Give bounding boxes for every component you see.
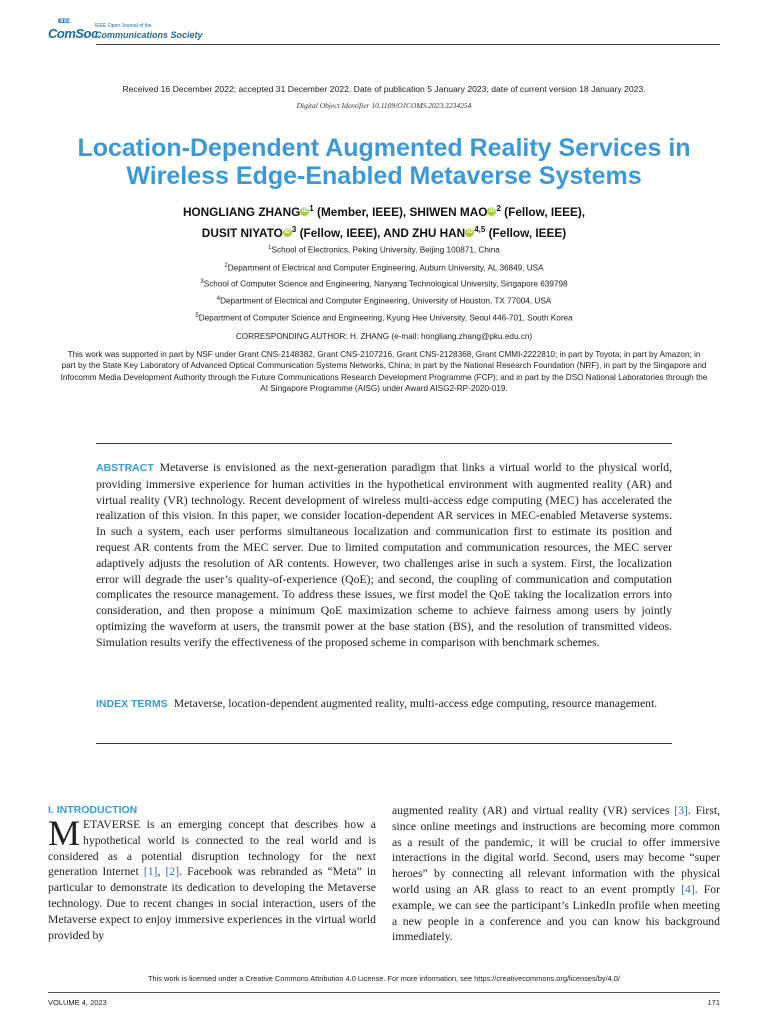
header-rule [96,44,720,45]
affiliation-text: School of Electronics, Peking University, Beijing 100871, China [271,245,500,255]
affiliation-5 [0,313,768,323]
section-heading: I. INTRODUCTION [48,804,138,816]
index-terms-label: INDEX TERMS [96,698,168,710]
journal-title-line1: IEEE Open Journal of the [95,23,152,29]
corresponding-author: CORRESPONDING AUTHOR: H. ZHANG (e-mail: hongliang.zhang@pku.edu.cn) [235,332,533,341]
abstract-bottom-rule [96,743,672,744]
author-name: ZHU HAN [412,225,466,240]
intro-text: ETAVERSE is an emerging concept that describes how a hypothetical world is connected to the real world and is considered as a potential disruption technology for the next generation Internet [48,818,376,879]
drop-cap: M [48,813,81,853]
abstract-label: ABSTRACT [96,462,154,474]
title-line-2: Wireless Edge-Enabled Metaverse Systems [126,162,642,190]
affiliation-number: 4 [216,296,221,302]
author-affil-sup: 4,5 [474,224,486,234]
author-line-1 [0,200,768,221]
abstract-text: Metaverse is envisioned as the next-generation paradigm that links a virtual world to the physical world, providing immersive experience for human activities in the hypothetical environment with augmented reality (AR) and virtual reality (VR) technology. Recent development of wireless multi-access edge computing (MEC) has accelerated the realization of this vision. In this paper, we consider location-dependent AR services in MEC-enabled Metaverse systems. In such a system, each user performs simultaneous localization and communication first to estimate its position and request AR contents from the MEC server. Due to limited computation and communication resources, the MEC server adaptively adjusts the resolution of AR contents. However, two challenges arise in such a system. First, the localization error will degrade the user’s quality-of-experience (QoE); and second, the coupling of communication and computation complicates the resource management. To address these issues, we first model the QoE taking the localization errors into consideration, and then propose a minimum QoE maximization scheme to achieve fairness among users by jointly optimizing the waveform at users, the transmit power at the base station (BS), and the resolution of transmitted videos. Simulation results verify the effectiveness of the proposed scheme in comparison with benchmark schemes. [96,461,672,649]
journal-title-line2: Communications Society [95,30,203,40]
affiliation-number: 2 [224,263,228,269]
author-name: DUSIT NIYATO [201,225,283,240]
affiliation-number: 3 [200,279,204,285]
affiliation-4 [0,296,768,306]
footer-rule [48,992,720,993]
received-dates: Received 16 December 2022; accepted 31 December 2022. Date of publication 5 January 2023; date of current version 18 January 2023. [122,84,646,94]
abstract-top-rule [96,443,672,444]
journal-logo [48,19,208,44]
citation-link[interactable]: [4] [681,882,695,896]
author-note: (Fellow, IEEE), AND [296,225,413,240]
author-affil-sup: 3 [291,224,297,234]
left-column [48,803,376,943]
orcid-icon[interactable]: iD [466,228,473,235]
title-line-1: Location-Dependent Augmented Reality Services in [77,134,691,162]
affiliation-number: 1 [268,245,272,251]
author-affil-sup: 2 [496,204,501,213]
author-affil-sup: 1 [309,204,314,213]
right-column [392,803,720,945]
author-note: (Member, IEEE), [313,204,410,219]
author-note: (Fellow, IEEE) [485,225,567,240]
comsoc-logo [48,19,98,41]
affiliation-text: Department of Computer Science and Engineering, Kyung Hee University, Seoul 446-701, South Korea [198,313,573,323]
citation-link[interactable]: [3] [674,804,688,817]
affiliation-3 [0,279,768,289]
citation-link[interactable]: [2] [165,865,180,879]
affiliation-1 [0,245,768,255]
index-terms [96,696,672,713]
volume-label: VOLUME 4, 2023 [48,998,107,1007]
paper-title [0,134,768,190]
abstract [96,460,672,651]
orcid-icon[interactable]: iD [301,207,308,214]
orcid-icon[interactable]: iD [284,228,291,235]
author-name: HONGLIANG ZHANG [182,204,301,219]
author-line-2 [0,221,768,242]
doi: Digital Object Identifier 10.1109/OJCOMS.2023.3234254 [296,101,472,110]
intro-text: . First, since online meetings and instructions are becoming more common as a result of the pandemic, it will be crucial to offer immersive interactions in the digital world. Second, users may become “super heroes” by connecting all relevant information with the physical world using an AR glass to react to an event promptly [392,804,720,896]
affiliation-text: Department of Electrical and Computer Engineering, University of Houston, TX 77004, USA [220,296,552,306]
ieee-mark: IEEE [58,19,70,25]
intro-paragraph [48,813,376,943]
affiliation-2 [0,263,768,273]
citation-separator: , [157,865,166,879]
author-list [0,200,768,242]
author-note: (Fellow, IEEE), [500,204,586,219]
comsoc-wordmark: ComSoc [48,26,98,41]
funding-statement: This work was supported in part by NSF under Grant CNS-2148382, Grant CNS-2107216, Grant CNS-2128368, Grant CMMI-2222810; in part by Toyota; in part by Amazon; in part by the State Key Laboratory of Advanced Optical Communication Systems Networks, China; in part by the National Research Foundation (NRF), in part by the Singapore and Infocomm Media Development Authority through the Future Communications Research Development Programme (FCP); and in part by the DSO National Laboratories through the AI Singapore Programme (AISG) under Award AISG2-RP-2020-019. [60,350,708,394]
license-notice: This work is licensed under a Creative Commons Attribution 4.0 License. For more information, see https://creativecommons.org/licenses/by/4.0/ [148,974,620,983]
affiliation-text: Department of Electrical and Computer Engineering, Auburn University, AL 36849, USA [227,263,544,273]
page-number: 171 [707,998,720,1007]
orcid-icon[interactable]: iD [488,207,495,214]
affiliation-text: School of Computer Science and Engineering, Nanyang Technological University, Singapore 639798 [203,279,568,289]
citation-link[interactable]: [1] [143,865,158,879]
intro-text: augmented reality (AR) and virtual reality (VR) services [392,804,675,817]
intro-text: . Facebook was rebranded as “Meta” in particular to demonstrate its dedication to developing the Metaverse technology. Due to recent changes in social interaction, users of the Metaverse expect to enjoy immersive experiences in the virtual world provided by [48,865,376,942]
author-name: SHIWEN MAO [409,204,488,219]
index-terms-text: Metaverse, location-dependent augmented reality, multi-access edge computing, resource management. [173,697,658,710]
intro-text: . For example, we can see the participant’s LinkedIn profile when meeting a new people in a conference and you can know his background immediately. [392,882,720,944]
affiliation-number: 5 [195,313,199,319]
